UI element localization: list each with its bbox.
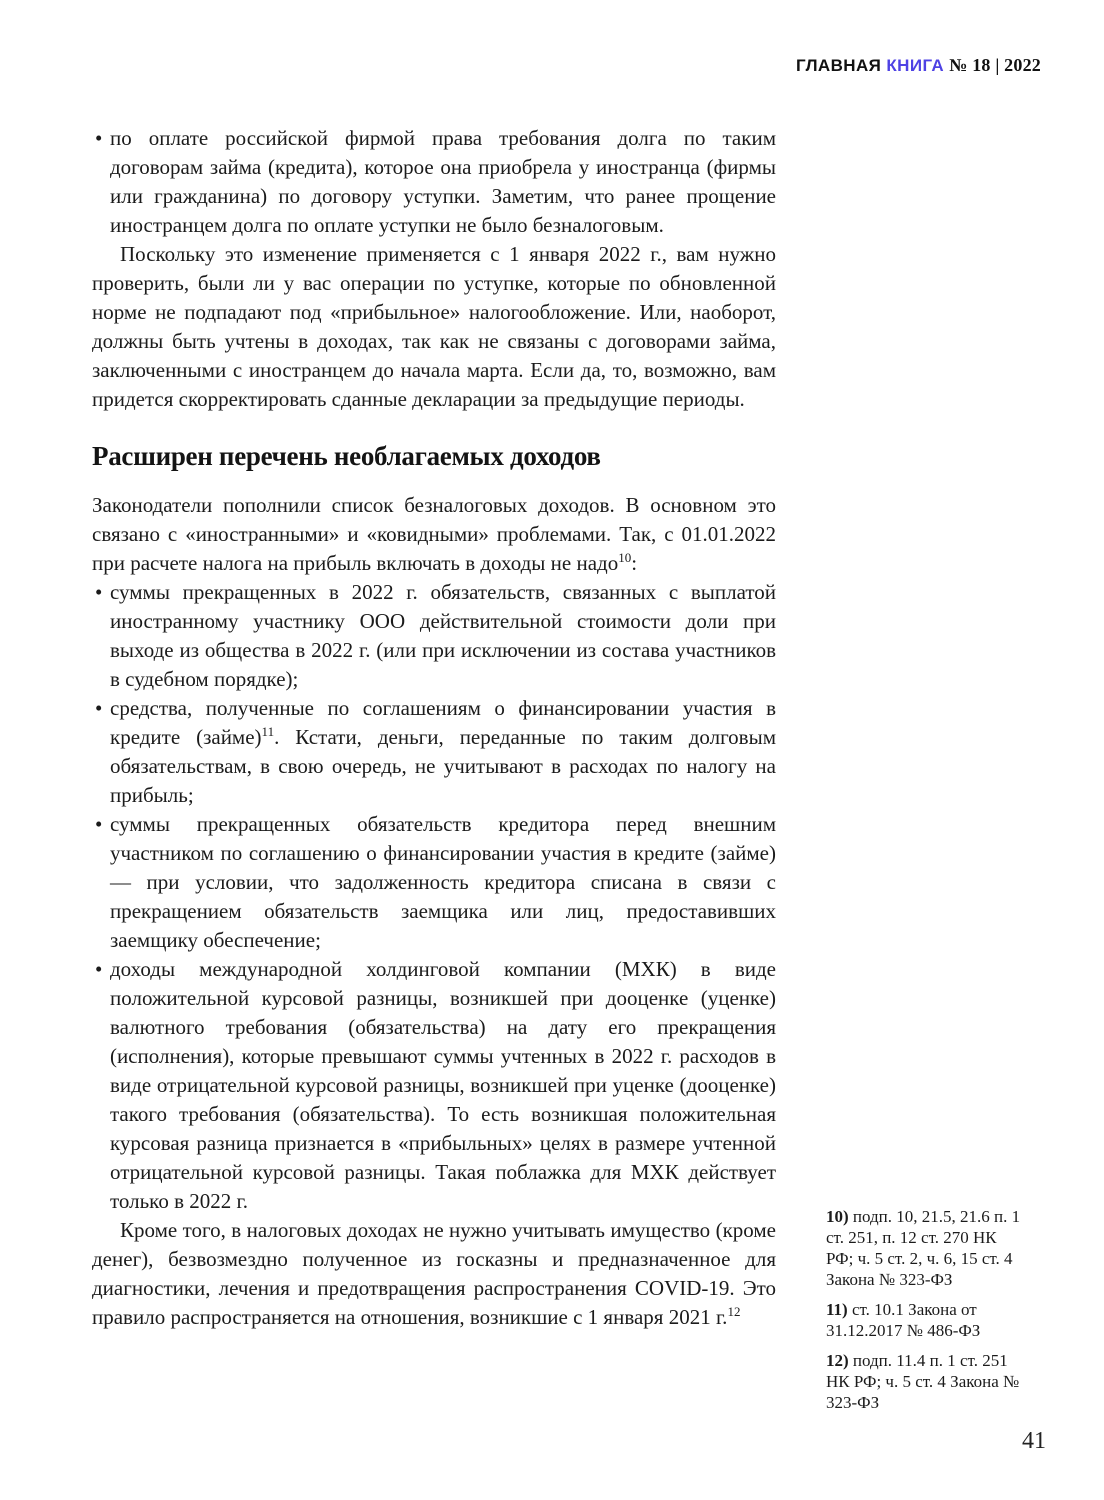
bullet-item: • по оплате российской фирмой права требования долга по таким договорам займа (кредита), которое она приобрела у иностранца (фирмы или гражданина) по договору уступки. Заметим, что ранее прощение иностранцем долга по оплате уступки не было безналоговым. (92, 124, 776, 240)
footnotes-sidebar (826, 1206, 1026, 1422)
paragraph-cession-check: Поскольку это изменение применяется с 1 января 2022 г., вам нужно проверить, были ли у вас операции по уступке, которые по обновленной норме не подпадают под «прибыльное» налогообложение. Или, наоборот, должны быть учтены в доходах, так как не связаны с договорами займа, заключенными с иностранцем до начала марта. Если да, то, возможно, вам придется скорректировать сданные декларации за предыдущие периоды. (92, 242, 776, 411)
masthead (796, 55, 1041, 76)
footnote: 10) подп. 10, 21.5, 21.6 п. 1 ст. 251, п. 12 ст. 270 НК РФ; ч. 5 ст. 2, ч. 6, 15 ст. 4 Закона № 323-ФЗ (826, 1207, 1021, 1289)
nontaxable-income-list (92, 578, 776, 1216)
bullet-item: • средства, полученные по соглашениям о финансировании участия в кредите (займе)$^{11}$. Кстати, деньги, переданные по таким долговым обязательствам, в свою очередь, не учитывают в расходах по налогу на прибыль; (92, 694, 776, 810)
footnote-number: 11) (826, 1300, 848, 1319)
article-body (92, 124, 776, 1332)
footnote-number: 12) (826, 1351, 849, 1370)
footnote: 11) ст. 10.1 Закона от 31.12.2017 № 486-ФЗ (826, 1300, 981, 1340)
bullet-item: • доходы международной холдинговой компании (МХК) в виде положительной курсовой разницы, возникшей при дооценке (уценке) валютного требования (обязательства) на дату его прекращения (исполнения), которые превышают суммы учтенных в 2022 г. расходов в виде отрицательной курсовой разницы, возникшей при уценке (дооценке) такого требования (обязательства). То есть возникшая положительная курсовая разница признается в «прибыльных» целях в размере учтенной отрицательной курсовой разницы. Такая поблажка для МХК действует только в 2022 г. (92, 955, 776, 1216)
continued-bullet-list (92, 124, 776, 240)
footnote-number: 10) (826, 1207, 849, 1226)
footnote-ref: 12 (727, 1304, 741, 1319)
footnote-ref: 10 (618, 550, 632, 565)
brand-kniga: КНИГА (886, 56, 945, 75)
closing-paragraph: Кроме того, в налоговых доходах не нужно учитывать имущество (кроме денег), безвозмездно полученное из госказны и предназначенное для диагностики, лечения и предотвращения распространения COVID-19. Это правило распространяется на отношения, возникшие с 1 января 2021 г.$^{12}$ (92, 1218, 776, 1329)
brand-glavnaya: ГЛАВНАЯ (795, 56, 882, 75)
section-heading: Расширен перечень необлагаемых доходов (92, 441, 601, 471)
lead-paragraph: Законодатели пополнили список безналоговых доходов. В основном это связано с «иностранными» и «ковидными» проблемами. Так, с 01.01.2022 при расчете налога на прибыль включать в доходы не надо$^{10}$: (92, 493, 776, 575)
bullet-item: • суммы прекращенных в 2022 г. обязательств, связанных с выплатой иностранному участнику ООО действительной стоимости доли при выходе из общества в 2022 г. (или при исключении из состава участников в судебном порядке); (92, 578, 776, 694)
bullet-item: • суммы прекращенных обязательств кредитора перед внешним участником по соглашению о финансировании участия в кредите (займе) — при условии, что задолженность кредитора списана в связи с прекращением обязательств заемщика или лиц, предоставивших заемщику обеспечение; (92, 810, 776, 955)
footnote: 12) подп. 11.4 п. 1 ст. 251 НК РФ; ч. 5 ст. 4 Закона № 323-ФЗ (826, 1351, 1020, 1412)
footnote-ref: 11 (261, 724, 275, 739)
issue-number: № 18 | 2022 (949, 55, 1041, 75)
page-number: 41 (1022, 1428, 1046, 1454)
